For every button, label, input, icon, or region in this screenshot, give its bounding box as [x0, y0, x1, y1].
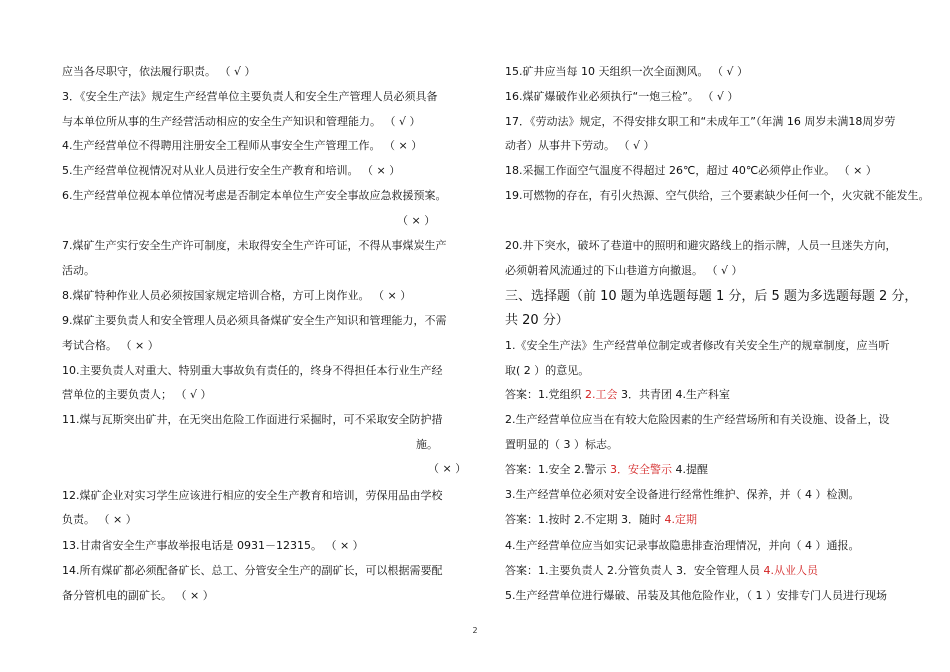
text-line: （ × ）	[397, 214, 436, 227]
text-line: 10.主要负责人对重大、特别重大事故负有责任的，终身不得担任本行业生产经	[62, 364, 443, 377]
section-heading: 三、选择题（前 10 题为单选题每题 1 分，后 5 题为多选题每题 2 分，	[505, 289, 918, 304]
text-line: 7.煤矿生产实行安全生产许可制度，未取得安全生产许可证，不得从事煤炭生产	[62, 239, 447, 252]
text-line: 17．《劳动法》规定，不得安排女职工和“未成年工”（年满 16 周岁未满18周岁劳	[505, 115, 896, 128]
text-line: 4.生产经营单位不得聘用注册安全工程师从事安全生产管理工作。 （ × ）	[62, 139, 423, 152]
answer-line: 答案：1.党组织 2.工会 3．共青团 4.生产科室	[505, 388, 730, 401]
text-line: 考试合格。 （ × ）	[62, 339, 159, 352]
text-line: 5.生产经营单位进行爆破、吊装及其他危险作业，（ 1 ）安排专门人员进行现场	[505, 589, 887, 602]
text-line: 营单位的主要负责人； （ √ ）	[62, 388, 212, 401]
text-line: 16.煤矿爆破作业必须执行“一炮三检”。 （ √ ）	[505, 90, 739, 103]
text-line: 1.《安全生产法》生产经营单位制定或者修改有关安全生产的规章制度，应当听	[505, 339, 890, 352]
text-line: 备分管机电的副矿长。 （ × ）	[62, 589, 214, 602]
text-line: 15.矿井应当每 10 天组织一次全面测风。 （ √ ）	[505, 65, 748, 78]
text-line: 2.生产经营单位应当在有较大危险因素的生产经营场所和有关设施、设备上，设	[505, 413, 890, 426]
text-line: 19.可燃物的存在，有引火热源、空气供给，三个要素缺少任何一个，火灾就不能发生。	[505, 189, 930, 202]
text-line: 12.煤矿企业对实习学生应该进行相应的安全生产教育和培训，劳保用品由学校	[62, 489, 443, 502]
correct-answer: 3．安全警示	[609, 463, 672, 476]
answer-line: 答案：1.主要负责人 2.分管负责人 3．安全管理人员 4.从业人员	[505, 564, 818, 577]
text-line: 13.甘肃省安全生产事故举报电话是 0931－12315。 （ × ）	[62, 539, 364, 552]
correct-answer: 4.定期	[664, 513, 697, 526]
text-line: 活动。	[62, 264, 95, 277]
text-line: （ × ）	[428, 462, 467, 475]
text-line: 与本单位所从事的生产经营活动相应的安全生产知识和管理能力。 （ √ ）	[62, 115, 421, 128]
section-heading: 共 20 分）	[505, 313, 569, 328]
text-line: 应当各尽职守，依法履行职责。 （ √ ）	[62, 65, 256, 78]
text-line: 20.井下突水，破坏了巷道中的照明和避灾路线上的指示牌，人员一旦迷失方向，	[505, 239, 897, 252]
text-line: 5.生产经营单位视情况对从业人员进行安全生产教育和培训。 （ × ）	[62, 164, 401, 177]
text-line: 必须朝着风流通过的下山巷道方向撤退。 （ √ ）	[505, 264, 743, 277]
answer-line: 答案：1.按时 2.不定期 3．随时 4.定期	[505, 513, 697, 526]
text-line: 9.煤矿主要负责人和安全管理人员必须具备煤矿安全生产知识和管理能力，不需	[62, 314, 447, 327]
text-line: 6.生产经营单位视本单位情况考虑是否制定本单位生产安全事故应急救援预案。	[62, 189, 447, 202]
text-line: 负责。 （ × ）	[62, 513, 137, 526]
text-line: 14.所有煤矿都必须配备矿长、总工、分管安全生产的副矿长，可以根据需要配	[62, 564, 443, 577]
correct-answer: 4.从业人员	[763, 564, 818, 577]
text-line: 施。	[416, 438, 438, 451]
correct-answer: 2.工会	[585, 388, 618, 401]
text-line: 动者）从事井下劳动。 （ √ ）	[505, 139, 655, 152]
text-line: 取( 2 ）的意见。	[505, 364, 590, 377]
text-line: 3．《安全生产法》规定生产经营单位主要负责人和安全生产管理人员必须具备	[62, 90, 438, 103]
text-line: 8.煤矿特种作业人员必须按国家规定培训合格，方可上岗作业。 （ × ）	[62, 289, 412, 302]
answer-line: 答案：1.安全 2.警示 3．安全警示 4.提醒	[505, 463, 708, 476]
text-line: 置明显的（ 3 ）标志。	[505, 438, 618, 451]
text-line: 3.生产经营单位必须对安全设备进行经常性维护、保养，并（ 4 ）检测。	[505, 488, 860, 501]
text-line: 18.采掘工作面空气温度不得超过 26℃，超过 40℃必须停止作业。 （ × ）	[505, 164, 877, 177]
text-line: 11.煤与瓦斯突出矿井，在无突出危险工作面进行采掘时，可不采取安全防护措	[62, 413, 443, 426]
text-line: 4.生产经营单位应当如实记录事故隐患排查治理情况，并向（ 4 ）通报。	[505, 539, 860, 552]
page-number: 2	[472, 626, 478, 635]
